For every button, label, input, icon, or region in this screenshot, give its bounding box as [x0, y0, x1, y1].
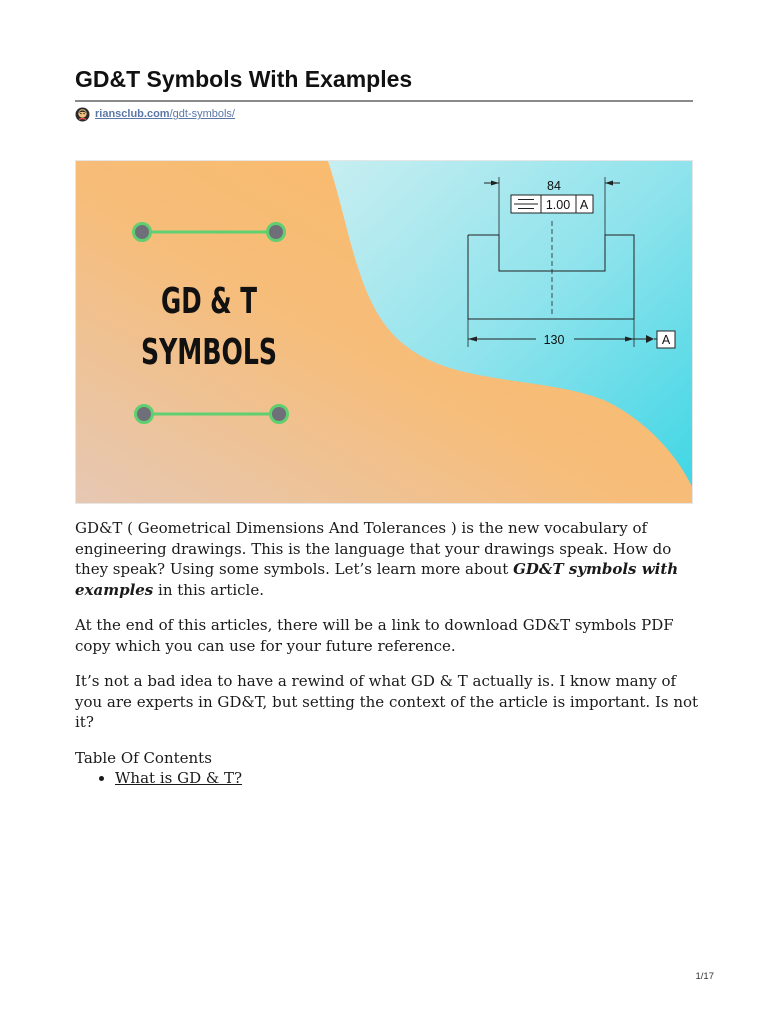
paragraph-download: At the end of this articles, there will be a link to download GD&T symbols PDF copy which you can use for your future reference. — [75, 616, 674, 655]
drawing-tolerance-value: 1.00 — [545, 198, 571, 212]
article-body — [75, 518, 705, 789]
drawing-bottom-dimension: 130 — [543, 333, 565, 347]
title-divider — [75, 100, 693, 102]
paragraph-context: It’s not a bad idea to have a rewind of what GD & T actually is. I know many of you are experts in GD&T, but setting the context of the article is important. Is not it? — [75, 672, 699, 731]
toc-item — [115, 768, 705, 789]
article-title: GD&T Symbols With Examples — [75, 66, 413, 92]
hero-image — [75, 160, 693, 504]
intro-tail: in this article. — [153, 580, 264, 599]
page-number: 1/17 — [695, 971, 714, 982]
toc-link-what-is-gdt[interactable]: What is GD & T? — [115, 769, 243, 787]
hero-title-line2: SYMBOLS — [141, 332, 277, 373]
hero-title-line1: GD & T — [161, 281, 257, 322]
toc-list — [75, 768, 705, 789]
drawing-datum-reference: A — [579, 198, 589, 212]
source-url[interactable] — [95, 108, 235, 120]
drawing-top-dimension: 84 — [547, 179, 561, 193]
toc-title: Table Of Contents — [75, 748, 212, 767]
hero-illustration — [76, 161, 693, 504]
source-link[interactable] — [75, 106, 235, 122]
paragraph-intro — [75, 518, 705, 600]
intro-text: GD&T ( Geometrical Dimensions And Tolerances ) is the new vocabulary of engineering drawings. This is the language that your drawings speak. How do they speak? Using some symbols. Let’s learn more about — [75, 519, 672, 578]
source-domain: riansclub.com — [95, 108, 170, 120]
site-favicon-icon — [75, 107, 90, 122]
drawing-datum-label: A — [661, 333, 671, 347]
intro-emphasis: GD&T symbols with examples — [75, 560, 679, 599]
source-path: /gdt-symbols/ — [169, 108, 235, 120]
